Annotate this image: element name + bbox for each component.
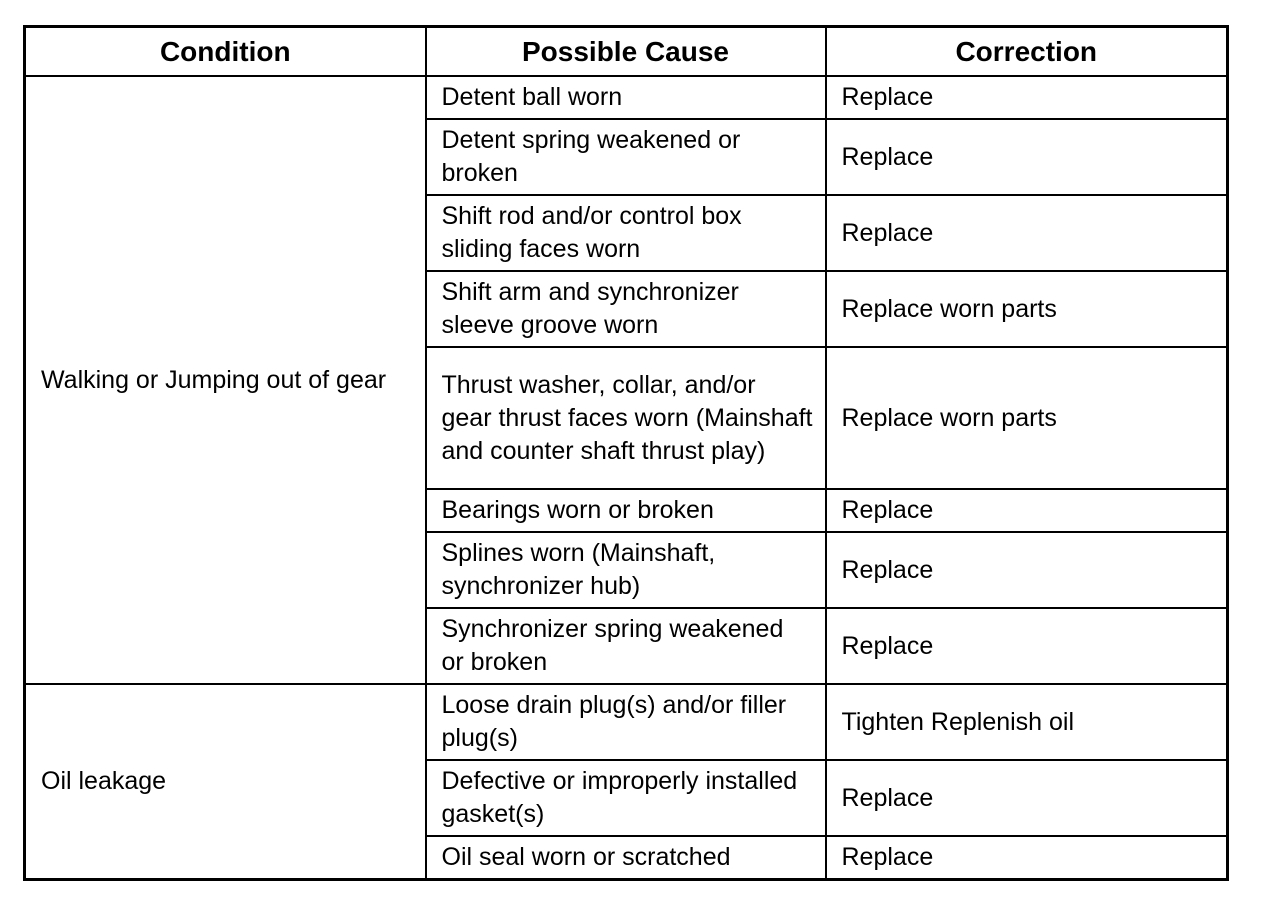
correction-cell: Replace — [826, 532, 1228, 608]
header-row — [25, 27, 1228, 77]
correction-cell: Replace — [826, 760, 1228, 836]
header-correction: Correction — [826, 27, 1228, 77]
condition-cell: Oil leakage — [25, 684, 426, 880]
correction-cell: Replace — [826, 608, 1228, 684]
correction-cell: Replace — [826, 195, 1228, 271]
cause-cell: Loose drain plug(s) and/or filler plug(s) — [426, 684, 826, 760]
cause-cell: Synchronizer spring weakened or broken — [426, 608, 826, 684]
table-row — [25, 76, 1228, 119]
cause-cell: Splines worn (Mainshaft, synchronizer hub) — [426, 532, 826, 608]
correction-cell: Replace — [826, 836, 1228, 880]
cause-cell: Thrust washer, collar, and/or gear thrust faces worn (Mainshaft and counter shaft thrust play) — [426, 347, 826, 489]
correction-cell: Replace — [826, 119, 1228, 195]
cause-cell: Defective or improperly installed gasket(s) — [426, 760, 826, 836]
cause-cell: Detent ball worn — [426, 76, 826, 119]
cause-cell: Shift rod and/or control box sliding faces worn — [426, 195, 826, 271]
cause-cell: Shift arm and synchronizer sleeve groove worn — [426, 271, 826, 347]
cause-cell: Oil seal worn or scratched — [426, 836, 826, 880]
cause-cell: Bearings worn or broken — [426, 489, 826, 532]
correction-cell: Replace — [826, 489, 1228, 532]
troubleshooting-table — [23, 25, 1229, 881]
cause-cell: Detent spring weakened or broken — [426, 119, 826, 195]
table-row — [25, 684, 1228, 760]
correction-cell: Replace worn parts — [826, 271, 1228, 347]
header-condition: Condition — [25, 27, 426, 77]
correction-cell: Tighten Replenish oil — [826, 684, 1228, 760]
correction-cell: Replace — [826, 76, 1228, 119]
correction-cell: Replace worn parts — [826, 347, 1228, 489]
header-possible-cause: Possible Cause — [426, 27, 826, 77]
condition-cell: Walking or Jumping out of gear — [25, 76, 426, 684]
